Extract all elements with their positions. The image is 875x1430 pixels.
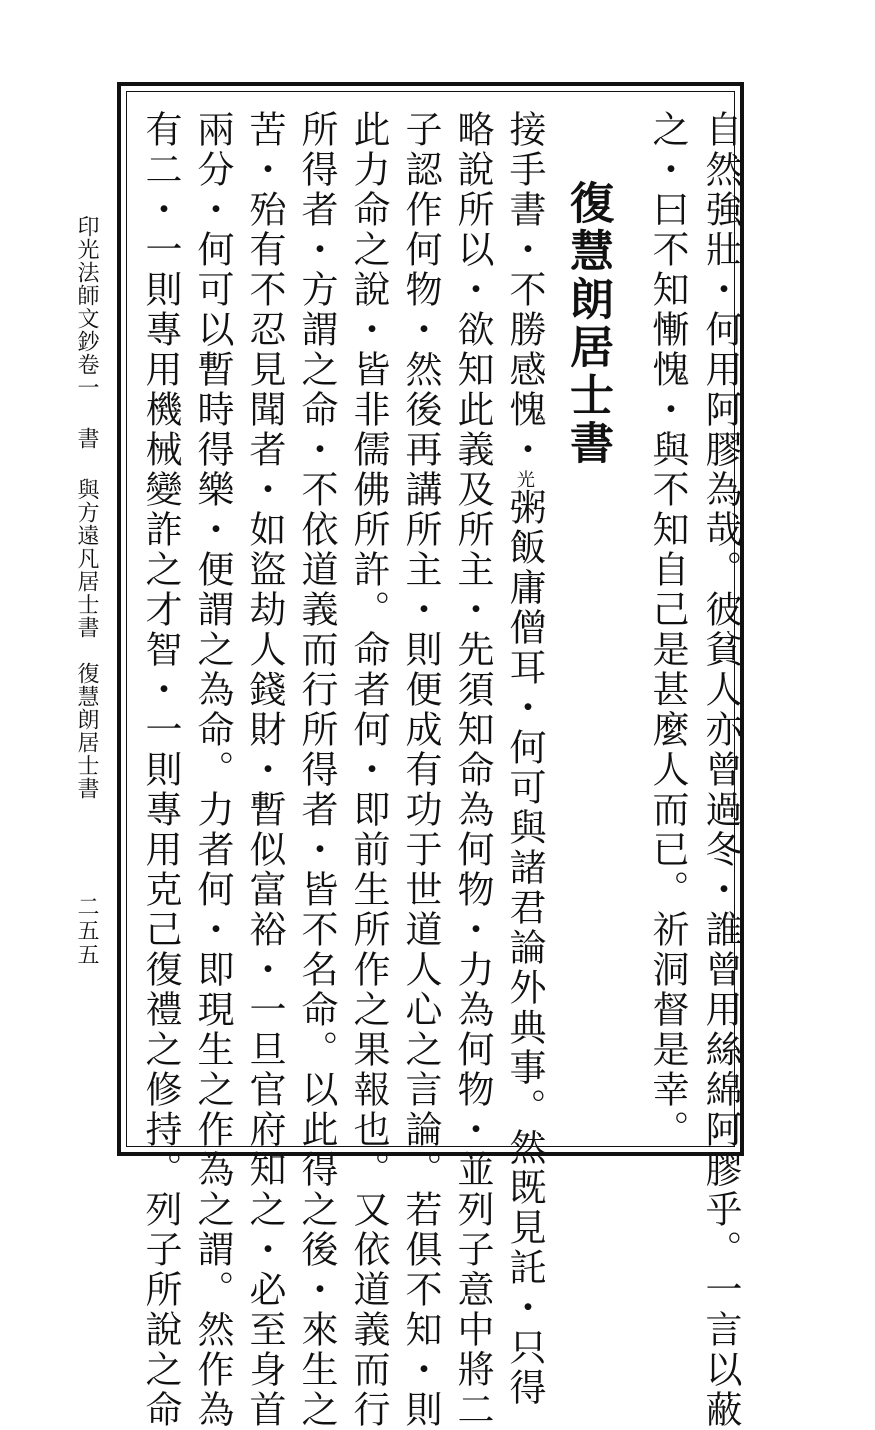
running-head-titles: 與方遠凡居士書 復慧朗居士書 [74, 478, 99, 800]
text-column-7: 所得者・方謂之命・不依道義而行所得者・皆不名命。以此得之後・來生之 [295, 110, 338, 1430]
text-column-3-end: 粥飯庸僧耳・何可與諸君論外典事。然既見託・只得 [503, 488, 546, 1408]
text-column-8: 苦・殆有不忍見聞者・如盜劫人錢財・暫似富裕・一旦官府知之・必至身首 [243, 110, 286, 1430]
text-column-1: 自然強壯・何用阿膠為哉。彼貧人亦曾過冬・誰曾用絲綿阿膠乎。一言以蔽 [699, 110, 742, 1430]
letter-title: 復慧朗居士書 [562, 180, 613, 468]
margin-running-head [72, 215, 100, 800]
text-column-3 [500, 110, 549, 1408]
section-label: 書 [74, 427, 99, 450]
text-column-2: 之・曰不知慚愧・與不知自己是甚麼人而已。祈洞督是幸。 [646, 110, 689, 1150]
text-column-4: 略說所以・欲知此義及所主・先須知命為何物・力為何物・並列子意中將二 [451, 110, 494, 1430]
text-column-3-start: 接手書・不勝感愧・ [503, 110, 546, 470]
small-character: 光 [514, 470, 535, 488]
text-column-5: 子認作何物・然後再講所主・則便成有功于世道人心之言論。若俱不知・則 [399, 110, 442, 1430]
text-column-10: 有二・一則專用機械變詐之才智・一則專用克己復禮之修持。列子所說之命 [139, 110, 182, 1430]
page-number: 二五五 [74, 895, 99, 967]
book-title: 印光法師文鈔卷一 [74, 215, 99, 399]
text-column-9: 兩分・何可以暫時得樂・便謂之為命。力者何・即現生之作為之謂。然作為 [191, 110, 234, 1430]
text-column-6: 此力命之說・皆非儒佛所許。命者何・即前生所作之果報也。又依道義而行 [347, 110, 390, 1430]
